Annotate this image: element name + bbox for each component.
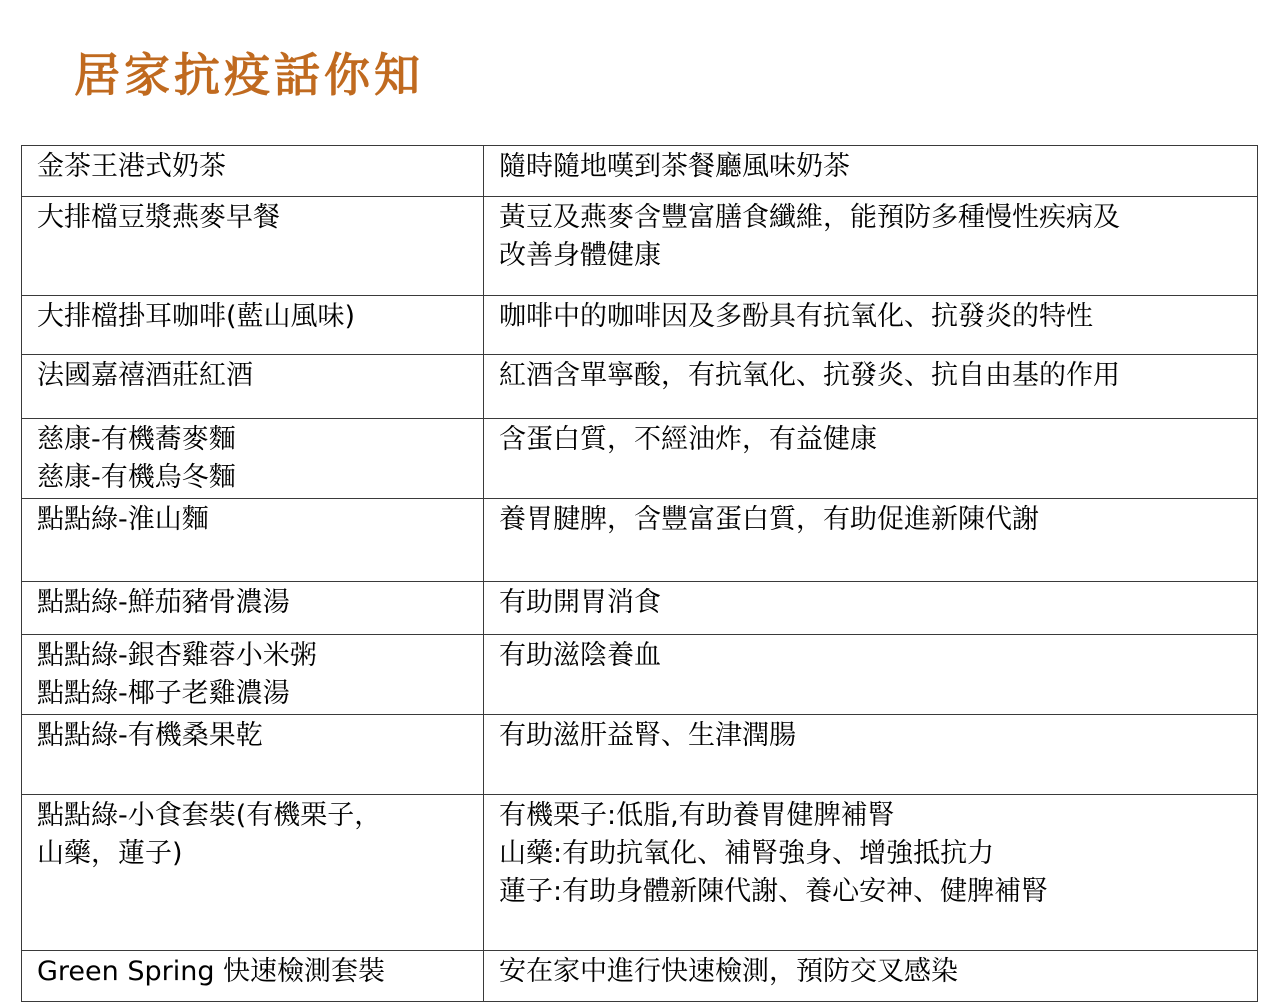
benefit-cell <box>484 419 1258 499</box>
product-name-line: 點點綠-小食套裝(有機栗子， <box>37 800 382 831</box>
benefit-cell <box>484 635 1258 715</box>
table-row <box>22 499 1258 582</box>
benefit-line: 有助滋肝益腎、生津潤腸 <box>499 720 796 751</box>
product-name-line: Green Spring 快速檢測套裝 <box>37 956 386 987</box>
product-name-line: 山藥，蓮子) <box>37 838 183 869</box>
product-name-cell <box>22 197 484 296</box>
benefit-line: 有助滋陰養血 <box>499 640 661 671</box>
product-name-line: 大排檔掛耳咖啡(藍山風味) <box>37 301 356 332</box>
benefit-cell <box>484 795 1258 951</box>
product-name-line: 點點綠-椰子老雞濃湯 <box>37 678 290 709</box>
product-benefit-table <box>21 145 1258 1002</box>
page-title: 居家抗疫話你知 <box>74 48 424 102</box>
benefit-line: 養胃腱脾，含豐富蛋白質，有助促進新陳代謝 <box>499 504 1039 535</box>
product-name-line: 金茶王港式奶茶 <box>37 151 226 182</box>
product-name-cell <box>22 296 484 355</box>
benefit-cell <box>484 715 1258 795</box>
table-row <box>22 355 1258 419</box>
product-name-cell <box>22 635 484 715</box>
product-name-line: 點點綠-鮮茄豬骨濃湯 <box>37 587 290 618</box>
product-name-cell <box>22 715 484 795</box>
benefit-cell <box>484 296 1258 355</box>
benefit-cell <box>484 355 1258 419</box>
table-row <box>22 635 1258 715</box>
table-row <box>22 951 1258 1002</box>
product-name-line: 點點綠-淮山麵 <box>37 504 209 535</box>
product-name-cell <box>22 146 484 197</box>
benefit-line: 紅酒含單寧酸，有抗氧化、抗發炎、抗自由基的作用 <box>499 360 1120 391</box>
benefit-cell <box>484 951 1258 1002</box>
product-name-cell <box>22 355 484 419</box>
benefit-line: 改善身體健康 <box>499 240 661 271</box>
benefit-line: 隨時隨地嘆到茶餐廳風味奶茶 <box>499 151 850 182</box>
table-row <box>22 197 1258 296</box>
benefit-line: 含蛋白質，不經油炸，有益健康 <box>499 424 877 455</box>
table-row <box>22 582 1258 635</box>
table-row <box>22 296 1258 355</box>
table-body <box>22 146 1258 1002</box>
benefit-line: 黃豆及燕麥含豐富膳食纖維，能預防多種慢性疾病及 <box>499 202 1120 233</box>
product-name-cell <box>22 582 484 635</box>
product-name-line: 點點綠-銀杏雞蓉小米粥 <box>37 640 317 671</box>
table-row <box>22 795 1258 951</box>
product-name-cell <box>22 951 484 1002</box>
product-name-cell <box>22 499 484 582</box>
benefit-line: 有機栗子:低脂,有助養胃健脾補腎 <box>499 800 895 831</box>
benefit-cell <box>484 146 1258 197</box>
table-row <box>22 419 1258 499</box>
benefit-cell <box>484 197 1258 296</box>
product-name-cell <box>22 795 484 951</box>
benefit-cell <box>484 499 1258 582</box>
product-name-line: 慈康-有機蕎麥麵 <box>37 424 236 455</box>
product-name-cell <box>22 419 484 499</box>
benefit-line: 有助開胃消食 <box>499 587 661 618</box>
table-row <box>22 715 1258 795</box>
benefit-line: 咖啡中的咖啡因及多酚具有抗氧化、抗發炎的特性 <box>499 301 1093 332</box>
product-name-line: 慈康-有機烏冬麵 <box>37 462 236 493</box>
product-name-line: 點點綠-有機桑果乾 <box>37 720 263 751</box>
product-name-line: 法國嘉禧酒莊紅酒 <box>37 360 253 391</box>
benefit-line: 山藥:有助抗氧化、補腎強身、增強抵抗力 <box>499 838 995 869</box>
benefit-line: 蓮子:有助身體新陳代謝、養心安神、健脾補腎 <box>499 876 1049 907</box>
benefit-line: 安在家中進行快速檢測，預防交叉感染 <box>499 956 958 987</box>
table-row <box>22 146 1258 197</box>
product-name-line: 大排檔豆漿燕麥早餐 <box>37 202 280 233</box>
benefit-cell <box>484 582 1258 635</box>
